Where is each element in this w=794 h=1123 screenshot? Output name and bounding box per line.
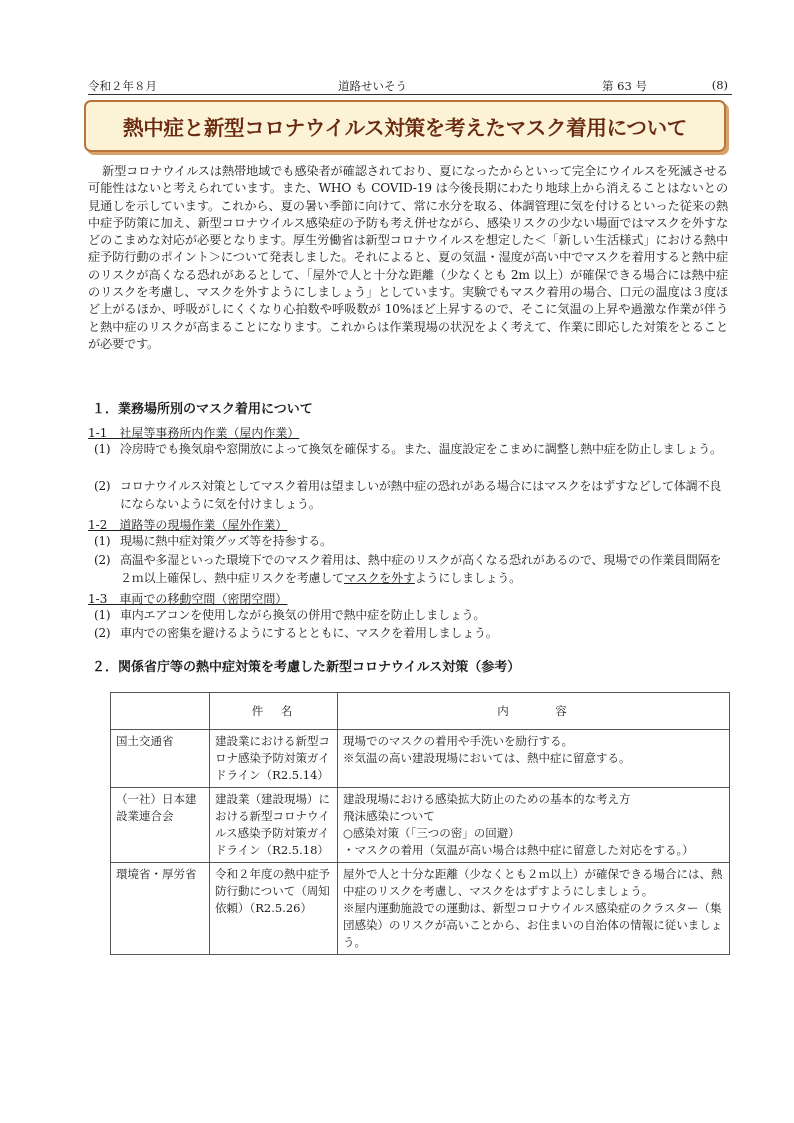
header-publication: 道路せいそう bbox=[338, 79, 407, 93]
org-cell: （一社）日本建設業連合会 bbox=[111, 788, 210, 863]
table-header-title: 件 名 bbox=[210, 693, 338, 730]
header-page-number: (8) bbox=[711, 78, 728, 92]
item-text: コロナウイルス対策としてマスク着用は望ましいが熱中症の恐れがある場合にはマスクをはずすなどして体調不良にならないように気を付けましょう。 bbox=[120, 479, 722, 511]
page-header bbox=[88, 78, 732, 95]
page-title: 熱中症と新型コロナウイルス対策を考えたマスク着用について bbox=[123, 116, 687, 140]
table-header-org bbox=[111, 693, 210, 730]
item-text: 車内での密集を避けるようにするとともに、マスクを着用しましょう。 bbox=[120, 626, 498, 640]
content-cell bbox=[338, 730, 730, 788]
org-cell: 国土交通省 bbox=[111, 730, 210, 788]
item-text-b: ようにしましょう。 bbox=[414, 570, 521, 585]
list-item bbox=[94, 441, 730, 459]
item-number: (2) bbox=[94, 626, 111, 640]
title-cell: 建設業（建設現場）における新型コロナウイルス感染予防対策ガイドライン（R2.5.18） bbox=[210, 788, 338, 863]
table-row bbox=[111, 730, 730, 788]
content-line: ・マスクの着用（気温が高い場合は熱中症に留意した対応をする。） bbox=[343, 843, 694, 857]
item-number: (1) bbox=[94, 608, 111, 622]
title-cell: 建設業における新型コロナ感染予防対策ガイドライン（R2.5.14） bbox=[210, 730, 338, 788]
content-line: 建設現場における感染拡大防止のための基本的な考え方 bbox=[343, 792, 631, 806]
reference-table bbox=[110, 692, 730, 955]
list-item bbox=[94, 478, 730, 513]
header-issue: 第 63 号 bbox=[602, 79, 647, 93]
item-number: (2) bbox=[94, 553, 111, 567]
table-header-row bbox=[111, 693, 730, 730]
section2-heading: ２．関係省庁等の熱中症対策を考慮した新型コロナウイルス対策（参考） bbox=[92, 660, 521, 675]
content-cell bbox=[338, 863, 730, 955]
subsection-1-3-label: 1-3 車両での移動空間（密閉空間） bbox=[88, 592, 288, 606]
table-row bbox=[111, 788, 730, 863]
title-banner bbox=[84, 100, 726, 152]
table-header-content: 内 容 bbox=[338, 693, 730, 730]
content-line: 飛沫感染について bbox=[343, 809, 435, 823]
intro-paragraph: 新型コロナウイルスは熱帯地域でも感染者が確認されており、夏になったからといって完全にウイルスを死滅させる可能性はないと考えられています。また、WHO も COVID-19 は今後長期にわたり地球上から消えることはないとの見通しを示しています。これから、夏の暑い季節に向けて、常に水分を取る、体調管理に気を付けるといった従来の熱中症予防策に加え、新型コロナウイルス感染症の予防も考え併せながら、感染リスクの少ない場面ではマスクを外すなどのこまめな対応が必要となります。厚生労働省は新型コロナウイルスを想定した＜「新しい生活様式」における熱中症予防行動のポイント＞について発表しました。それによると、夏の気温・湿度が高い中でマスクを着用すると熱中症のリスクが高くなる恐れがあるとして、「屋外で人と十分な距離（少なくとも 2m 以上）が確保できる場合には熱中症のリスクを考慮し、マスクを外すようにしましょう」としています。実験でもマスク着用の場合、口元の温度は３度ほど上がるほか、呼吸がしにくくなり心拍数や呼吸数が 10%ほど上昇するので、そこに気温の上昇や過激な作業が伴うと熱中症のリスクが高まることになります。これからは作業現場の状況をよく考えて、作業に即応した対策をとることが必要です。 bbox=[88, 164, 728, 351]
item-text: 車内エアコンを使用しながら換気の併用で熱中症を防止しましょう。 bbox=[120, 608, 486, 622]
content-line: 現場でのマスクの着用や手洗いを励行する。 bbox=[343, 734, 573, 748]
title-cell: 令和２年度の熱中症予防行動について（周知依頼）（R2.5.26） bbox=[210, 863, 338, 955]
item-number: (1) bbox=[94, 534, 111, 548]
item-text: 現場に熱中症対策グッズ等を持参する。 bbox=[120, 534, 332, 548]
org-cell: 環境省・厚労省 bbox=[111, 863, 210, 955]
list-item bbox=[94, 533, 730, 551]
list-item bbox=[94, 625, 730, 643]
list-item bbox=[94, 552, 730, 587]
content-line: ○感染対策（「三つの密」の回避） bbox=[343, 826, 520, 840]
item-text-underlined: マスクを外す bbox=[343, 570, 415, 585]
content-line: 屋外で人と十分な距離（少なくとも２ｍ以上）が確保できる場合には、熱中症のリスクを考慮し、マスクをはずすようにしましょう。 bbox=[343, 867, 723, 898]
content-line: ※気温の高い建設現場においては、熱中症に留意する。 bbox=[343, 751, 631, 765]
header-date: 令和２年８月 bbox=[88, 79, 157, 93]
item-text: 冷房時でも換気扇や窓開放によって換気を確保する。また、温度設定をこまめに調整し熱中症を防止しましょう。 bbox=[120, 442, 722, 456]
subsection-1-2-label: 1-2 道路等の現場作業（屋外作業） bbox=[88, 518, 288, 532]
item-number: (1) bbox=[94, 442, 111, 456]
subsection-1-1-label: 1-1 社屋等事務所内作業（屋内作業） bbox=[88, 426, 300, 440]
list-item bbox=[94, 607, 730, 625]
content-cell bbox=[338, 788, 730, 863]
item-number: (2) bbox=[94, 479, 111, 493]
table-row bbox=[111, 863, 730, 955]
section1-heading: １．業務場所別のマスク着用について bbox=[92, 402, 313, 417]
item-text-a: 高温や多湿といった環境下でのマスク着用は、熱中症のリスクが高くなる恐れがあるので、現場での作業員間隔を２ｍ以上確保し、熱中症リスクを考慮して bbox=[120, 553, 722, 585]
item-text bbox=[120, 552, 730, 587]
content-line: ※屋内運動施設での運動は、新型コロナウイルス感染症のクラスター（集団感染）のリスクが高いことから、お住まいの自治体の情報に従いましょう。 bbox=[343, 901, 723, 949]
